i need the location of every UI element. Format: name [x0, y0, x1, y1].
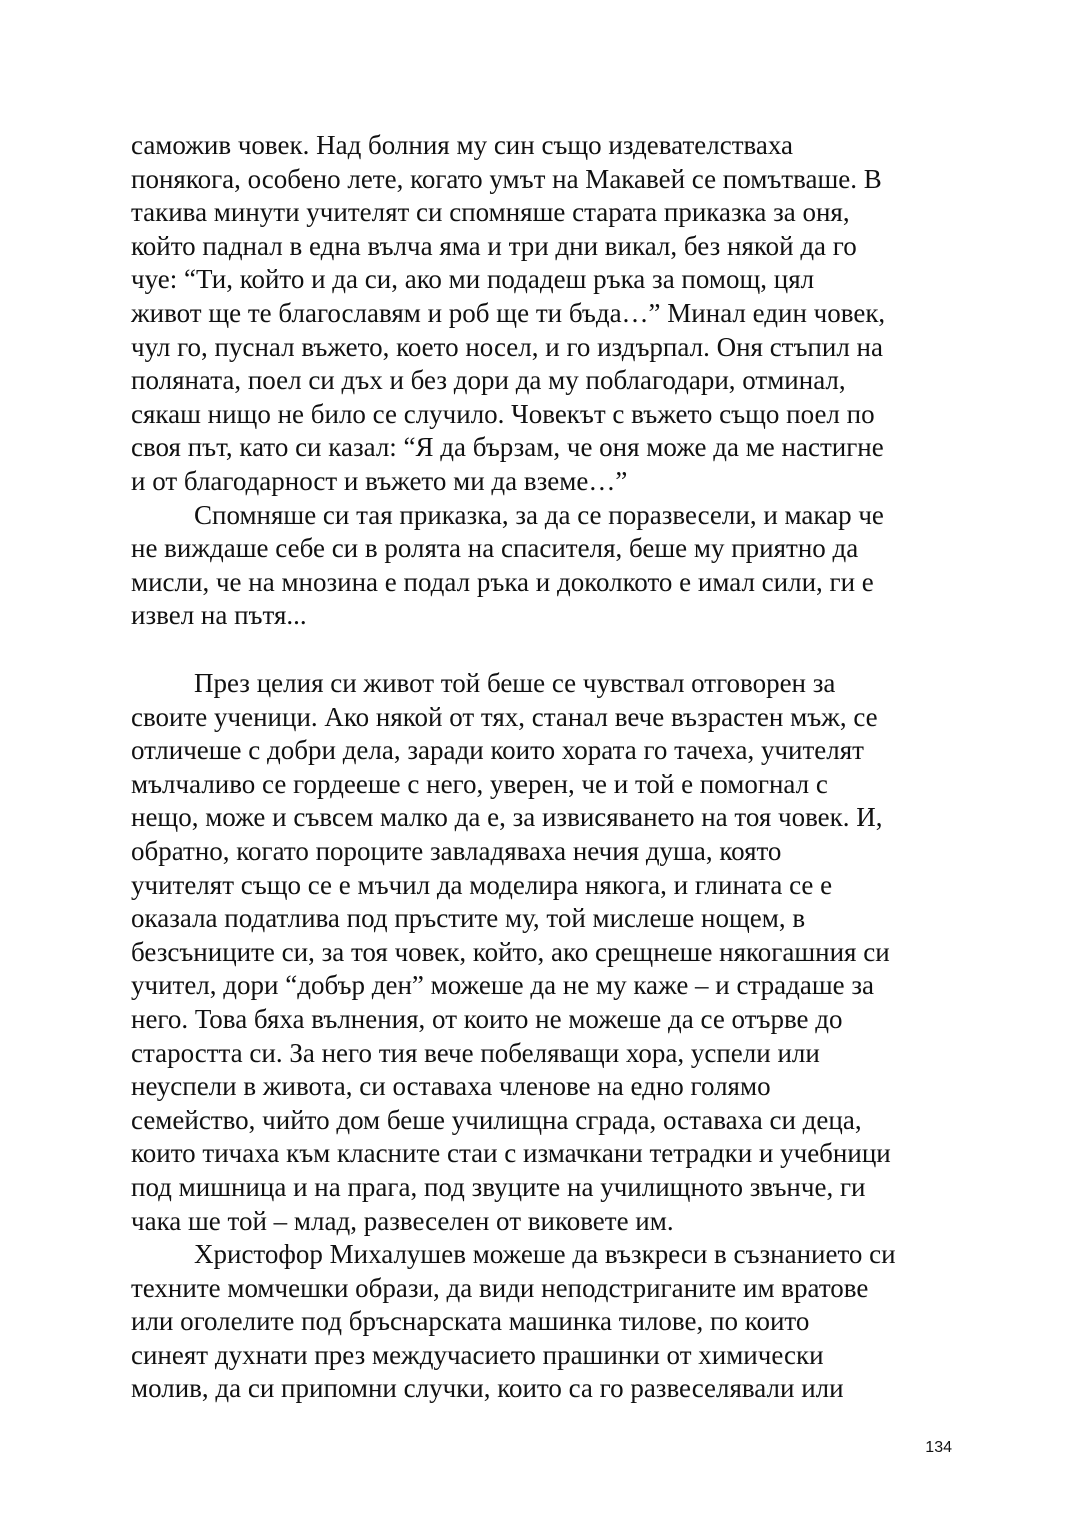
- text-line: техните момчешки образи, да види неподстриганите им вратове: [131, 1272, 869, 1303]
- text-line: чуе: “Ти, който и да си, ако ми подадеш ръка за помощ, цял: [131, 264, 815, 295]
- text-line: Спомняше си тая приказка, за да се поразвесели, и макар че: [194, 499, 884, 530]
- text-line: който паднал в една вълча яма и три дни викал, без някой да го: [131, 230, 857, 261]
- text-line: отличеше с добри дела, заради които хората го тачеха, учителят: [131, 735, 864, 766]
- text-line: не виждаше себе си в ролята на спасителя, беше му приятно да: [131, 533, 859, 564]
- text-line: синеят духнати през междучасието прашинки от химически: [131, 1339, 824, 1370]
- text-line: оказала податлива под пръстите му, той мислеше нощем, в: [131, 903, 806, 934]
- text-line: учител, дори “добър ден” можеше да не му каже – и страдаше за: [131, 970, 875, 1001]
- text-line: обратно, когато пороците завладяваха нечия душа, която: [131, 835, 782, 866]
- text-line: мълчаливо се гордееше с него, уверен, че и той е помогнал с: [131, 768, 828, 799]
- text-line: извел на пътя...: [131, 600, 307, 631]
- text-line: своя път, като си казал: “Я да бързам, че оня може да ме настигне: [131, 432, 884, 463]
- text-line: саможив човек. Над болния му син също издевателстваха: [131, 130, 794, 160]
- text-line: молив, да си припомни случки, които са го развеселявали или: [131, 1373, 844, 1404]
- text-line: своите ученици. Ако някой от тях, станал вече възрастен мъж, се: [131, 701, 878, 732]
- text-line: и от благодарност и въжето ми да вземе…”: [131, 465, 628, 496]
- text-line: безсъниците си, за тоя човек, който, ако срещнеше някогашния си: [131, 936, 890, 967]
- text-line: учителят също се е мъчил да моделира някога, и глината се е: [131, 869, 833, 900]
- text-line: понякога, особено лете, когато умът на Макавей се помътваше. В: [131, 163, 882, 194]
- section-1: [131, 129, 961, 633]
- section-2: [131, 667, 961, 1406]
- text-line: неуспели в живота, си оставаха членове на едно голямо: [131, 1071, 771, 1102]
- text-line: старостта си. За него тия вече побеляващи хора, успели или: [131, 1037, 820, 1068]
- text-line: под мишница и на прага, под звуците на училищното звънче, ги: [131, 1171, 866, 1202]
- text-line: чул го, пуснал въжето, което носел, и го издърпал. Оня стъпил на: [131, 331, 883, 362]
- text-line: живот ще те благославям и роб ще ти бъда…” Минал един човек,: [131, 297, 886, 328]
- text-line: поляната, поел си дъх и без дори да му поблагодари, отминал,: [131, 365, 846, 396]
- text-line: такива минути учителят си спомняше старата приказка за оня,: [131, 197, 850, 228]
- text-line: мисли, че на мнозина е подал ръка и доколкото е имал сили, ги е: [131, 566, 874, 597]
- text-line: или оголелите под бръснарската машинка тилове, по които: [131, 1306, 810, 1337]
- text-line: чака ше той – млад, развеселен от виковете им.: [131, 1205, 674, 1236]
- text-line: Христофор Михалушев можеше да възкреси в съзнанието си: [194, 1239, 896, 1270]
- page-number: 134: [925, 1439, 952, 1456]
- text-line: сякаш нищо не било се случило. Човекът с въжето също поел по: [131, 398, 875, 429]
- text-line: него. Това бяха вълнения, от които не можеше да се отърве до: [131, 1003, 843, 1034]
- text-line: нещо, може и съвсем малко да е, за извисяването на тоя човек. И,: [131, 802, 883, 833]
- text-line: които тичаха към класните стаи с измачкани тетрадки и учебници: [131, 1138, 891, 1169]
- text-line: семейство, чийто дом беше училищна сграда, оставаха си деца,: [131, 1104, 862, 1135]
- text-line: През целия си живот той беше се чувствал отговорен за: [194, 668, 836, 698]
